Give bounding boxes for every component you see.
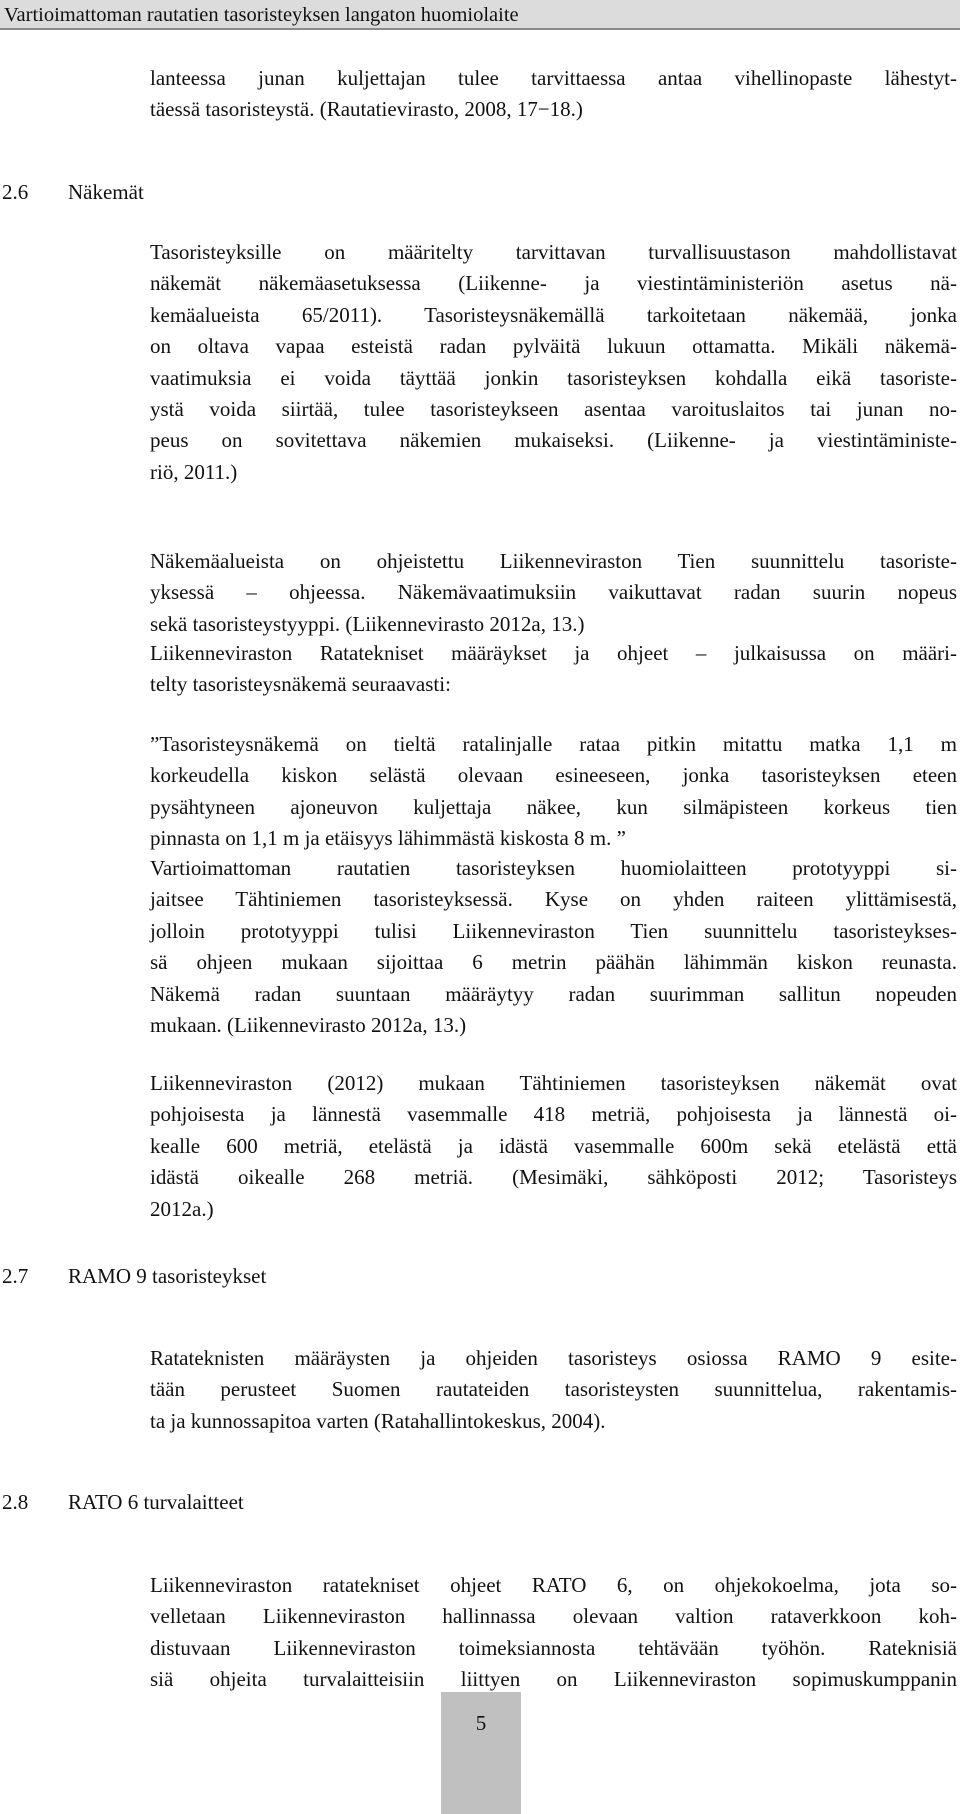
text-line: telty tasoristeysnäkemä seuraavasti: [150, 672, 451, 697]
section-title: RAMO 9 tasoristeykset [68, 1264, 267, 1288]
text-line: täessä tasoristeystä. (Rautatievirasto, 2008, 17−18.) [150, 97, 583, 122]
text-line: distuvaan Liikenneviraston toimeksiannosta tehtävään työhön. Rateknisiä [150, 1635, 957, 1660]
page-number: 5 [441, 1692, 521, 1814]
text-line: Ratateknisten määräysten ja ohjeiden tasoristeys osiossa RAMO 9 esite- [150, 1346, 957, 1370]
running-header: Vartioimattoman rautatien tasoristeyksen langaton huomiolaite [0, 0, 960, 30]
text-line: sekä tasoristeystyyppi. (Liikennevirasto 2012a, 13.) [150, 611, 585, 636]
text-line: tään perusteet Suomen rautateiden tasoristeysten suunnittelua, rakentamis- [150, 1377, 957, 1402]
text-line: Liikenneviraston Ratatekniset määräykset ja ohjeet – julkaisussa on määri- [150, 641, 957, 665]
text-line: vaatimuksia ei voida täyttää jonkin tasoristeyksen kohdalla eikä tasoriste- [150, 365, 957, 390]
text-line: pohjoisesta ja lännestä vasemmalle 418 metriä, pohjoisesta ja lännestä oi- [150, 1102, 957, 1127]
text-line: sä ohjeen mukaan sijoittaa 6 metrin päähän lähimmän kiskon reunasta. [150, 950, 957, 975]
text-line: Tasoristeyksille on määritelty tarvittavan turvallisuustason mahdollistavat [150, 240, 957, 264]
text-line: pinnasta on 1,1 m ja etäisyys lähimmästä kiskosta 8 m. ” [150, 826, 626, 851]
section-number: 2.6 [2, 180, 29, 204]
text-line: velletaan Liikenneviraston hallinnassa olevaan valtion rataverkkoon koh- [150, 1604, 957, 1629]
text-line: 2012a.) [150, 1196, 214, 1221]
section-number: 2.7 [2, 1264, 29, 1288]
text-line: peus on sovitettava näkemien mukaiseksi. (Liikenne- ja viestintäministe- [150, 428, 957, 453]
text-line: Vartioimattoman rautatien tasoristeyksen huomiolaitteen prototyyppi si- [150, 856, 957, 880]
text-line: idästä oikealle 268 metriä. (Mesimäki, sähköposti 2012; Tasoristeys [150, 1165, 957, 1190]
section-title: Näkemät [68, 180, 144, 204]
section-heading-2-8 [2, 1486, 244, 1518]
text-line: lanteessa junan kuljettajan tulee tarvittaessa antaa vihellinopaste lähestyt- [150, 66, 957, 90]
text-line: Näkemäalueista on ohjeistettu Liikenneviraston Tien suunnittelu tasoriste- [150, 549, 957, 573]
section-heading-2-6 [2, 176, 144, 208]
text-line: ystä voida siirtää, tulee tasoristeykseen asentaa varoituslaitos tai junan no- [150, 397, 957, 421]
text-line: kealle 600 metriä, etelästä ja idästä vasemmalle 600m sekä etelästä että [150, 1133, 957, 1158]
text-line: ta ja kunnossapitoa varten (Ratahallintokeskus, 2004). [150, 1408, 606, 1433]
text-line: Liikenneviraston (2012) mukaan Tähtiniemen tasoristeyksen näkemät ovat [150, 1071, 957, 1095]
text-line: kemäalueista 65/2011). Tasoristeysnäkemällä tarkoitetaan näkemää, jonka [150, 302, 957, 327]
text-line: yksessä – ohjeessa. Näkemävaatimuksiin vaikuttavat radan suurin nopeus [150, 580, 957, 605]
text-line: pysähtyneen ajoneuvon kuljettaja näkee, kun silmäpisteen korkeus tien [150, 794, 957, 819]
text-line: mukaan. (Liikennevirasto 2012a, 13.) [150, 1013, 467, 1037]
text-line: jolloin prototyyppi tulisi Liikenneviraston Tien suunnittelu tasoristeykses- [150, 918, 957, 943]
text-line: Liikenneviraston ratatekniset ohjeet RATO 6, on ohjekokoelma, jota so- [150, 1573, 957, 1597]
text-line: riö, 2011.) [150, 459, 238, 484]
section-number: 2.8 [2, 1490, 29, 1514]
text-line: on oltava vapaa esteistä radan pylväitä lukuun ottamatta. Mikäli näkemä- [150, 334, 957, 359]
text-line: näkemät näkemäasetuksessa (Liikenne- ja viestintäministeriön asetus nä- [150, 271, 957, 296]
section-heading-2-7 [2, 1260, 266, 1292]
text-line: Näkemä radan suuntaan määräytyy radan suurimman sallitun nopeuden [150, 981, 957, 1006]
text-line: ”Tasoristeysnäkemä on tieltä ratalinjalle rataa pitkin mitattu matka 1,1 m [150, 732, 957, 756]
section-title: RATO 6 turvalaitteet [68, 1490, 244, 1514]
text-line: korkeudella kiskon selästä olevaan esineeseen, jonka tasoristeyksen eteen [150, 763, 957, 788]
text-line: siä ohjeita turvalaitteisiin liittyen on Liikenneviraston sopimuskumppanin [150, 1667, 957, 1692]
text-line: jaitsee Tähtiniemen tasoristeyksessä. Kyse on yhden raiteen ylittämisestä, [150, 887, 957, 912]
